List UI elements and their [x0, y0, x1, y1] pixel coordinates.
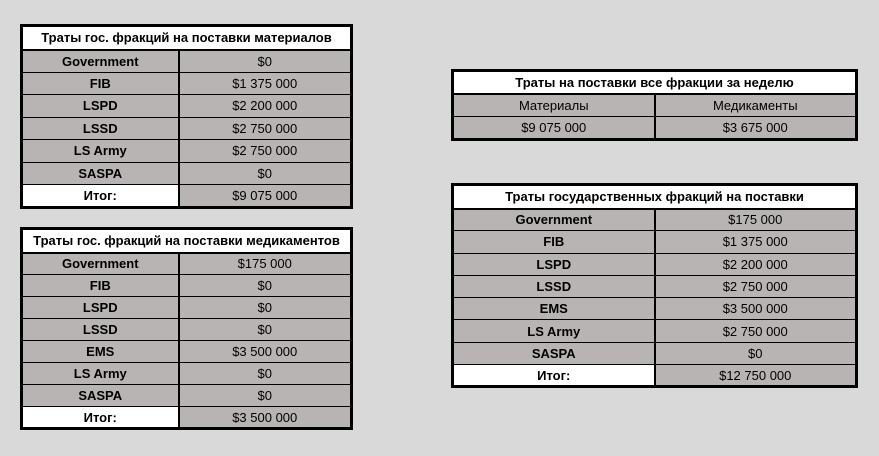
faction-amount: $2 750 000 [655, 320, 857, 342]
faction-amount: $175 000 [179, 253, 352, 275]
faction-amount: $175 000 [655, 209, 857, 231]
materials-value: $9 075 000 [453, 117, 655, 140]
faction-amount: $1 375 000 [655, 231, 857, 253]
faction-name: Government [22, 50, 179, 73]
faction-name: FIB [22, 275, 179, 297]
medicine-header: Медикаменты [655, 94, 857, 117]
faction-name: SASPA [22, 162, 179, 185]
total-amount: $3 500 000 [179, 407, 352, 429]
faction-name: LS Army [453, 320, 655, 342]
faction-amount: $0 [179, 162, 352, 185]
faction-amount: $3 500 000 [655, 298, 857, 320]
faction-amount: $0 [655, 342, 857, 364]
table-title-row [453, 185, 857, 209]
table-row [453, 298, 857, 320]
faction-name: EMS [22, 341, 179, 363]
faction-amount: $3 500 000 [179, 341, 352, 363]
total-label: Итог: [453, 365, 655, 387]
faction-amount: $2 750 000 [655, 275, 857, 297]
table-title: Траты гос. фракций на поставки материалов [22, 26, 352, 50]
table-row [22, 297, 352, 319]
faction-name: LS Army [22, 140, 179, 163]
faction-amount: $0 [179, 363, 352, 385]
faction-name: Government [453, 209, 655, 231]
total-label: Итог: [22, 185, 179, 208]
faction-amount: $0 [179, 275, 352, 297]
total-row [22, 407, 352, 429]
faction-amount: $0 [179, 319, 352, 341]
table-row [22, 140, 352, 163]
table-body [22, 253, 352, 407]
table-row [453, 231, 857, 253]
table-row [22, 50, 352, 73]
medicine-value: $3 675 000 [655, 117, 857, 140]
faction-name: LSPD [22, 95, 179, 118]
faction-amount: $2 750 000 [179, 140, 352, 163]
faction-amount: $2 200 000 [655, 253, 857, 275]
table-title-row [453, 71, 857, 94]
table-row [22, 341, 352, 363]
materials-header: Материалы [453, 94, 655, 117]
table-title: Траты государственных фракций на поставки [453, 185, 857, 209]
table-row [453, 320, 857, 342]
total-row [453, 365, 857, 387]
faction-name: FIB [22, 72, 179, 95]
faction-amount: $0 [179, 297, 352, 319]
table-row [22, 319, 352, 341]
faction-name: Government [22, 253, 179, 275]
table-title: Траты на поставки все фракции за неделю [453, 71, 857, 94]
table-row [453, 342, 857, 364]
table-row [22, 275, 352, 297]
faction-amount: $2 200 000 [179, 95, 352, 118]
faction-amount: $0 [179, 385, 352, 407]
table-title: Траты гос. фракций на поставки медикаментов [22, 229, 352, 253]
faction-amount: $1 375 000 [179, 72, 352, 95]
faction-name: LSSD [22, 319, 179, 341]
total-label: Итог: [22, 407, 179, 429]
materials-spending-table [20, 24, 353, 209]
table-row [453, 275, 857, 297]
faction-name: LS Army [22, 363, 179, 385]
table-title-row [22, 26, 352, 50]
table-title-row [22, 229, 352, 253]
table-row [22, 117, 352, 140]
faction-amount: $2 750 000 [179, 117, 352, 140]
table-row [22, 385, 352, 407]
table-row [22, 72, 352, 95]
all-factions-spending-table [451, 183, 858, 388]
table-body [453, 209, 857, 365]
faction-name: FIB [453, 231, 655, 253]
faction-name: SASPA [22, 385, 179, 407]
faction-amount: $0 [179, 50, 352, 73]
table-row [22, 95, 352, 118]
table-row [453, 253, 857, 275]
faction-name: LSSD [453, 275, 655, 297]
faction-name: EMS [453, 298, 655, 320]
faction-name: LSSD [22, 117, 179, 140]
total-row [22, 185, 352, 208]
table-row [453, 209, 857, 231]
medicine-spending-table [20, 227, 353, 430]
header-row [453, 94, 857, 117]
faction-name: LSPD [22, 297, 179, 319]
total-amount: $12 750 000 [655, 365, 857, 387]
table-row [22, 253, 352, 275]
faction-name: LSPD [453, 253, 655, 275]
table-body [22, 50, 352, 185]
total-amount: $9 075 000 [179, 185, 352, 208]
table-row [22, 363, 352, 385]
value-row [453, 117, 857, 140]
faction-name: SASPA [453, 342, 655, 364]
table-row [22, 162, 352, 185]
weekly-spending-table [451, 69, 858, 141]
